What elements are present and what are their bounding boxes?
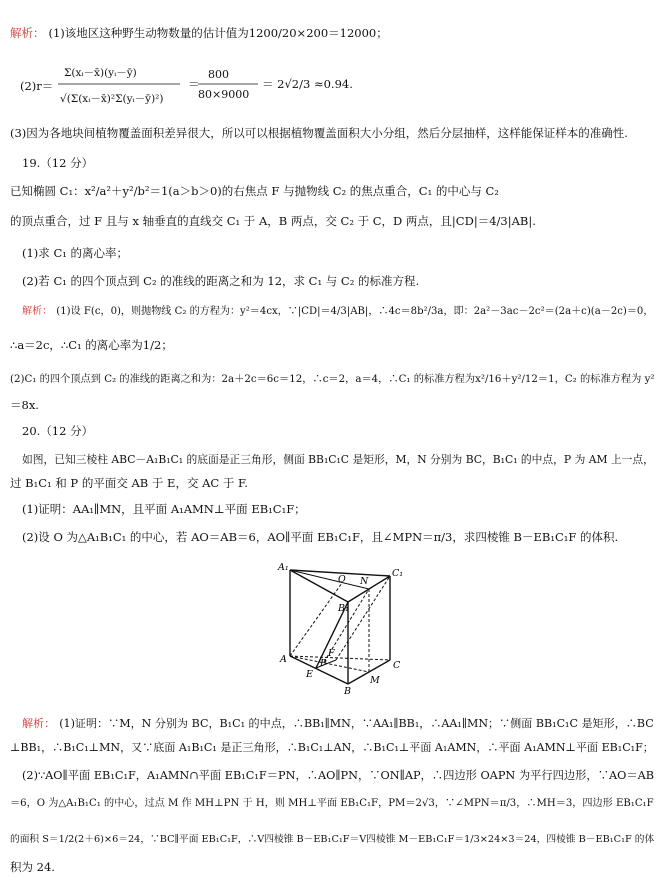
analysis-tag: 解析：	[22, 717, 56, 730]
q19-solution-line3: (2)C₁ 的四个顶点到 C₂ 的准线的距离之和为：2a＋2c＝6c＝12，∴c＝2，a＝4，∴C₁ 的标准方程为x²/16＋y²/12＝1，C₂ 的标准方程为 y²	[10, 374, 655, 385]
q20-solution-line3: (2)∵AO∥平面 EB₁C₁F，A₁AMN∩平面 EB₁C₁F＝PN，∴AO∥PN，∵ON∥AP，∴四边形 OAPN 为平行四边形，∵AO＝AB	[22, 769, 655, 782]
label-a1: A₁	[278, 562, 289, 573]
formula-r-label: (2)r＝	[20, 79, 54, 93]
label-n: N	[360, 576, 369, 587]
segment-ao-hidden	[290, 583, 342, 656]
q20-solution-line1: 解析： (1)证明：∵M，N 分别为 BC，B₁C₁ 的中点，∴BB₁∥MN，∵AA₁∥BB₁，∴AA₁∥MN；∵侧面 BB₁C₁C 是矩形，∴BC	[22, 717, 654, 730]
q20-stem-line1: 如图，已知三棱柱 ABC－A₁B₁C₁ 的底面是正三角形，侧面 BB₁C₁C 是矩形，M，N 分别为 BC，B₁C₁ 的中点，P 为 AM 上一点，	[22, 453, 654, 466]
q20-stem-line2: 过 B₁C₁ 和 P 的平面交 AB 于 E，交 AC 于 F.	[10, 476, 248, 490]
label-e: E	[306, 669, 313, 680]
correlation-formula-svg	[20, 58, 353, 118]
q20-solution-line4: ＝6，O 为△A₁B₁C₁ 的中心，过点 M 作 MH⊥PN 于 H，则 MH⊥平面 EB₁C₁F，PM＝2√3，∵∠MPN＝π/3，∴MH＝3，四边形 EB₁C₁F	[10, 798, 654, 809]
q20-part1: (1)证明：AA₁∥MN，且平面 A₁AMN⊥平面 EB₁C₁F；	[22, 502, 306, 516]
prism-figure	[270, 556, 410, 699]
label-b1: B₁	[338, 603, 349, 614]
edge-fc1-hidden	[336, 576, 390, 660]
label-c: C	[393, 660, 401, 671]
label-c1: C₁	[392, 568, 404, 579]
label-m: M	[370, 675, 380, 686]
q20-part2: (2)设 O 为△A₁B₁C₁ 的中心，若 AO＝AB＝6，AO∥平面 EB₁C₁F，且∠MPN＝π/3，求四棱锥 B－EB₁C₁F 的体积.	[22, 530, 619, 544]
formula-equals: ＝	[188, 77, 200, 91]
q20-solution-line6: 积为 24.	[10, 860, 55, 874]
label-a: A	[280, 654, 287, 665]
sol18-part3: (3)因为各地块间植物覆盖面积差异很大，所以可以根据植物覆盖面积大小分组，然后分层抽样，这样能保证样本的准确性.	[10, 126, 628, 140]
edge-ab	[290, 656, 348, 684]
sol18-part1: 解析： (1)该地区这种野生动物数量的估计值为1200/20×200＝12000；	[10, 26, 388, 40]
label-p: P	[320, 658, 327, 669]
q19-solution-line1: 解析： (1)设 F(c，0)，则抛物线 C₂ 的方程为：y²＝4cx，∵|CD|＝4/3|AB|，∴4c＝8b²/3a，即：2a²－3ac－2c²＝(2a＋c)(a－2c)＝0，	[22, 306, 654, 317]
label-o: O	[338, 574, 346, 585]
q20-solution-line5: 的面积 S＝1/2(2＋6)×6＝24，∵BC∥平面 EB₁C₁F，∴V四棱锥 B－EB₁C₁F＝V四棱锥 M－EB₁C₁F＝1/3×24×3＝24，四棱锥 B－EB₁C₁F 的体	[10, 834, 655, 845]
q19-stem-line2: 的顶点重合，过 F 且与 x 轴垂直的直线交 C₁ 于 A，B 两点，交 C₂ 于 C，D 两点，且|CD|＝4/3|AB|.	[10, 214, 536, 228]
formula-denominator: √(Σ(xᵢ－x̄)²Σ(yᵢ－ȳ)²)	[60, 93, 164, 105]
q19-heading: 19.（12 分）	[22, 156, 94, 170]
q20-solution-line2: ⊥BB₁，∴B₁C₁⊥MN，又∵底面 A₁B₁C₁ 是正三角形，∴B₁C₁⊥AN，∴B₁C₁⊥平面 A₁AMN，∴平面 A₁AMN⊥平面 EB₁C₁F；	[10, 741, 654, 754]
analysis-tag: 解析：	[22, 306, 53, 317]
q19-stem-line1: 已知椭圆 C₁：x²/a²＋y²/b²＝1(a＞b＞0)的右焦点 F 与抛物线 C₂ 的焦点重合，C₁ 的中心与 C₂	[10, 184, 499, 198]
formula-frac-den: 80×9000	[198, 88, 250, 101]
q19-solution-line4: ＝8x.	[10, 398, 39, 412]
analysis-tag: 解析：	[10, 26, 45, 40]
formula-frac-num: 800	[208, 68, 229, 81]
q19-part2: (2)若 C₁ 的四个顶点到 C₂ 的准线的距离之和为 12，求 C₁ 与 C₂ 的标准方程.	[22, 274, 420, 288]
q20-heading: 20.（12 分）	[22, 424, 94, 438]
formula-result: ＝ 2√2/3 ≈0.94.	[262, 77, 353, 91]
q19-part1: (1)求 C₁ 的离心率；	[22, 246, 129, 260]
label-f: F	[328, 648, 335, 659]
prism-figure-svg	[270, 556, 410, 696]
formula-numerator: Σ(xᵢ－x̄)(yᵢ－ȳ)	[64, 67, 137, 79]
label-b: B	[344, 686, 351, 696]
correlation-formula	[20, 58, 353, 114]
q19-solution-line2: ∴a＝2c，∴C₁ 的离心率为1/2；	[10, 338, 173, 352]
